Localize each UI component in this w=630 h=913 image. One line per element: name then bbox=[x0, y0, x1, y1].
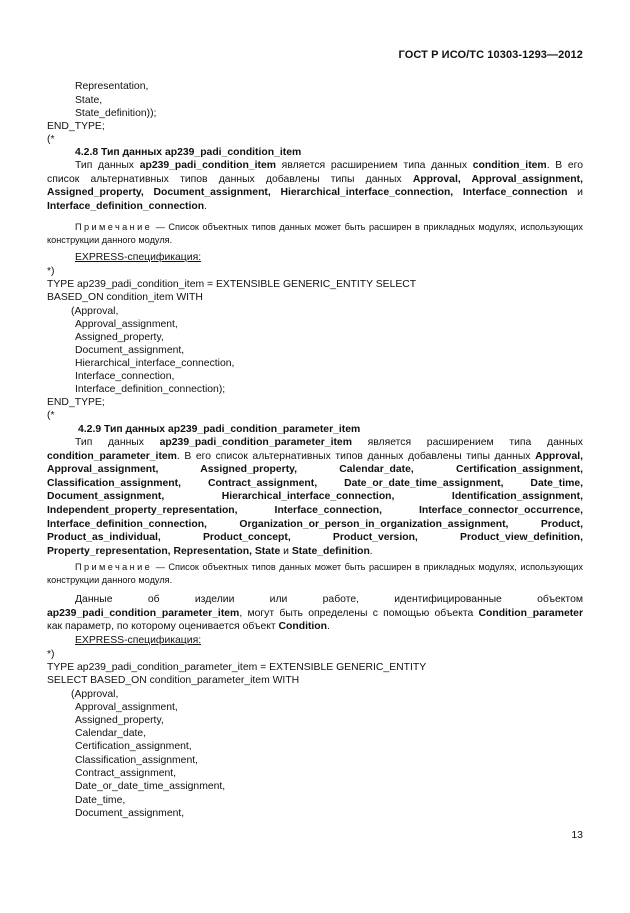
code-line: Classification_assignment, bbox=[75, 755, 199, 766]
code-line: Representation, bbox=[75, 81, 149, 92]
code-line: Date_time, bbox=[75, 795, 126, 806]
code-line: END_TYPE; bbox=[47, 121, 105, 132]
page-number: 13 bbox=[571, 829, 583, 841]
section-heading-4-2-8: 4.2.8 Тип данных ap239_padi_condition_item bbox=[75, 147, 302, 158]
code-line: Hierarchical_interface_connection, bbox=[75, 358, 235, 369]
code-line: BASED_ON condition_item WITH bbox=[47, 292, 203, 303]
code-line: Interface_definition_connection); bbox=[75, 384, 226, 395]
note: Примечание — Список объектных типов данных может быть расширен в прикладных модулях, использующих конструкции данного модуля. bbox=[47, 222, 583, 245]
code-line: SELECT BASED_ON condition_parameter_item WITH bbox=[47, 675, 300, 686]
code-line: Approval_assignment, bbox=[75, 319, 178, 330]
code-line: (* bbox=[47, 134, 55, 145]
code-line: *) bbox=[47, 649, 55, 660]
section-heading-4-2-9: 4.2.9 Тип данных ap239_padi_condition_parameter_item bbox=[78, 424, 361, 435]
section-paragraph: Тип данных ap239_padi_condition_item является расширением типа данных condition_item. В его список альтернативных типов данных добавлены типы данных Approval, Approval_assignment, Assigned_property, Document_assignment, Hierarchical_interface_connection, Interface_connection и Interface_definition_connection. bbox=[47, 160, 584, 212]
code-line: Calendar_date, bbox=[75, 728, 147, 739]
code-line: Contract_assignment, bbox=[75, 768, 177, 779]
note-label: Примечание bbox=[75, 222, 153, 232]
code-line: Document_assignment, bbox=[75, 345, 185, 356]
code-line: TYPE ap239_padi_condition_item = EXTENSIBLE GENERIC_ENTITY SELECT bbox=[47, 279, 417, 290]
code-line: Assigned_property, bbox=[75, 715, 164, 726]
code-line: *) bbox=[47, 266, 55, 277]
code-line: TYPE ap239_padi_condition_parameter_item = EXTENSIBLE GENERIC_ENTITY bbox=[47, 662, 427, 673]
code-line: Certification_assignment, bbox=[75, 741, 192, 752]
express-label: EXPRESS-спецификация: bbox=[75, 635, 202, 646]
code-line: Approval_assignment, bbox=[75, 702, 178, 713]
code-line: (Approval, bbox=[71, 306, 119, 317]
code-line: Assigned_property, bbox=[75, 332, 164, 343]
code-line: Interface_connection, bbox=[75, 371, 175, 382]
page-header: ГОСТ Р ИСО/ТС 10303-1293—2012 bbox=[398, 49, 583, 61]
code-line: (* bbox=[47, 410, 55, 421]
section-paragraph: Тип данных ap239_padi_condition_parameter_item является расширением типа данных condition_parameter_item. В его список альтернативных типов данных добавлены типы данных Approval, Approval_assignment, Assigned_property, Calendar_date, Certification_assignment, Classification_assignment, Contract_assignment, Date_or_date_time_assignment, Date_time, Document_assignment, Hierarchical_interface_connection, Identification_assignment, Independent_property_representation, Interface_connection, Interface_connector_occurrence, Interface_definition_connection, Organization_or_person_in_organization_assignment, Product, Product_as_individual, Product_concept, Product_version, Product_view_definition, Property_representation, Representation, State и State_definition. bbox=[47, 437, 583, 557]
note: Примечание — Список объектных типов данных может быть расширен в прикладных модулях, использующих конструкции данного модуля. bbox=[47, 562, 583, 585]
code-line: END_TYPE; bbox=[47, 397, 105, 408]
code-line: State_definition)); bbox=[75, 108, 157, 119]
code-line: Date_or_date_time_assignment, bbox=[75, 781, 226, 792]
code-line: State, bbox=[75, 95, 103, 106]
express-label: EXPRESS-спецификация: bbox=[75, 252, 202, 263]
code-line: Document_assignment, bbox=[75, 808, 185, 819]
code-line: (Approval, bbox=[71, 689, 119, 700]
section-paragraph: Данные об изделии или работе, идентифицированные объектом ap239_padi_condition_parameter_item, могут быть определены с помощью объекта Condition_parameter как параметр, по которому оценивается объект Condition. bbox=[47, 594, 583, 633]
note-label: Примечание bbox=[75, 562, 153, 572]
